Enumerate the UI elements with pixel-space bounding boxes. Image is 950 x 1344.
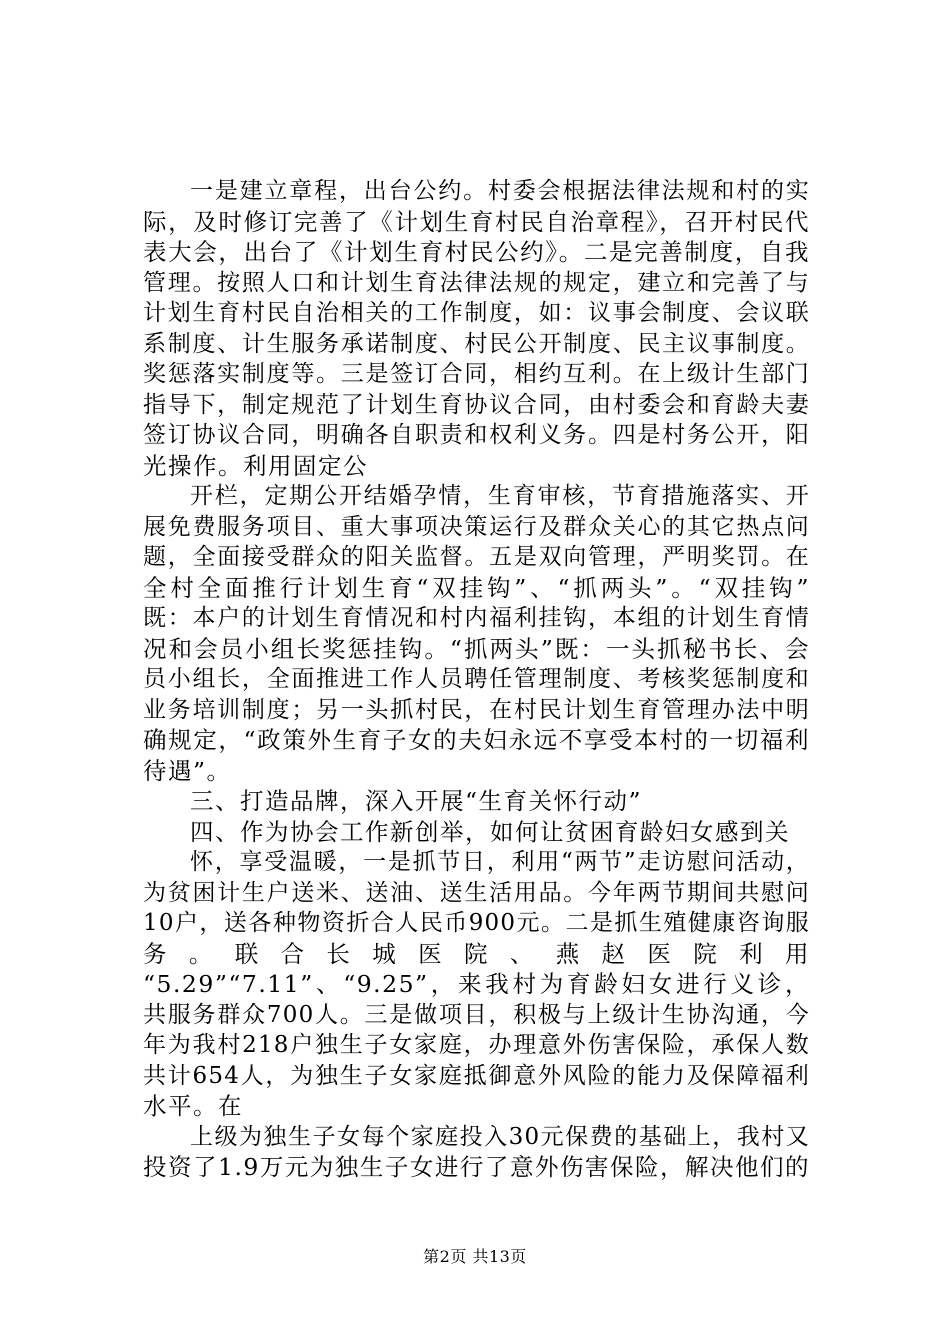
text-line: 年为我村218户独生子女家庭，办理意外伤害保险，承保人数 [143,1032,810,1058]
text-line: 一是建立章程，出台公约。村委会根据法律法规和村的实 [190,178,810,204]
text-line: 指导下，制定规范了计划生育协议合同，由村委会和育龄夫妻 [143,391,810,418]
text-line: 业务培训制度；另一头抓村民，在村民计划生育管理办法中明 [143,696,810,723]
text-line: 计划生育村民自治相关的工作制度，如：议事会制度、会议联 [143,300,810,326]
text-line: 奖惩落实制度等。三是签订合同，相约互利。在上级计生部门 [143,361,810,387]
text-line: 既：本户的计划生育情况和村内福利挂钩，本组的计划生育情 [143,605,810,631]
text-line: 三、打造品牌，深入开展“生育关怀行动” [190,787,643,815]
text-line: 投资了1.9万元为独生子女进行了意外伤害保险，解决他们的 [143,1153,810,1181]
text-line: 员小组长，全面推进工作人员聘任管理制度、考核奖惩制度和 [143,666,810,692]
text-line: 光操作。利用固定公 [143,451,368,480]
paragraph-charter [143,176,810,481]
section-heading [143,786,810,817]
text-line: 四、作为协会工作新创举，如何让贫困育龄妇女感到关 [190,817,790,846]
text-line: 况和会员小组长奖惩挂钩。“抓两头”既：一头抓秘书长、会 [143,634,810,663]
text-line: 开栏，定期公开结婚孕情，生育审核，节育措施落实、开 [190,483,810,509]
text-line: 怀，享受温暖，一是抓节日，利用“两节”走访慰问活动， [190,849,810,875]
text-line: “5.29”“7.11”、“9.25”，来我村为育龄妇女进行义诊， [143,970,810,998]
page-number-footer: 第2页 共13页 [423,1247,527,1266]
text-line: 签订协议合同，明确各自职责和权利义务。四是村务公开，阳 [143,422,810,448]
text-line: 水平。在 [143,1092,243,1120]
text-line: 为贫困计生户送米、送油、送生活用品。今年两节期间共慰问 [143,879,810,906]
text-line: 际，及时修订完善了《计划生育村民自治章程》，召开村民代 [143,207,810,236]
text-line: 确规定，“政策外生育子女的夫妇永远不享受本村的一切福利 [143,726,810,754]
text-line: 管理。按照人口和计划生育法律法规的规定，建立和完善了与 [143,269,810,296]
text-line: 上级为独生子女每个家庭投入30元保费的基础上，我村又 [190,1123,810,1150]
text-line: 务 。 联 合 长 城 医 院 、 燕 赵 医 院 利 用 [143,939,810,968]
text-line: 展免费服务项目、重大事项决策运行及群众关心的其它热点问 [143,513,810,540]
document-body [143,176,810,1183]
section-heading [143,817,810,848]
text-line: 10户，送各种物资折合人民币900元。二是抓生殖健康咨询服 [143,910,810,936]
text-line: 题，全面接受群众的阳关监督。五是双向管理，严明奖罚。在 [143,544,810,570]
text-line: 共计654人，为独生子女家庭抵御意外风险的能力及保障福利 [143,1062,810,1089]
text-line: 全村全面推行计划生育“双挂钩”、“抓两头”。“双挂钩” [143,573,810,602]
text-line: 待遇”。 [143,756,232,785]
paragraph-bulletin [143,481,810,786]
text-line: 共服务群众700人。三是做项目，积极与上级计生协沟通，今 [143,1001,810,1028]
text-line: 系制度、计生服务承诺制度、村民公开制度、民主议事制度。 [143,330,810,357]
text-line: 表大会，出台了《计划生育村民公约》。二是完善制度，自我 [143,238,810,266]
paragraph-insurance [143,1122,810,1183]
paragraph-care [143,847,810,1122]
